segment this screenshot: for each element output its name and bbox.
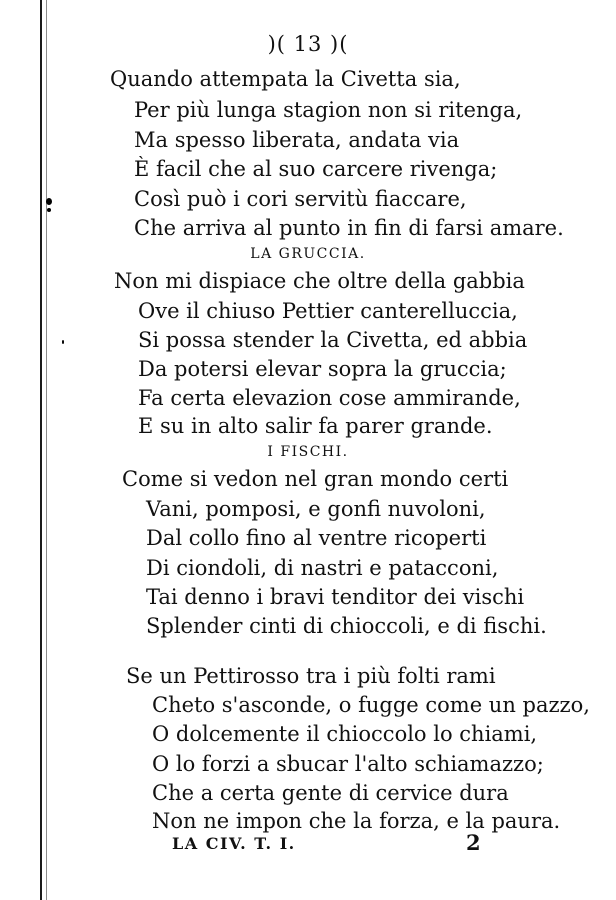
verse-line: Se un Pettirosso tra i più folti rami (126, 664, 496, 688)
verse-line: Si possa stender la Civetta, ed abbia (138, 328, 528, 352)
verse-line: Fa certa elevazion cose ammirande, (138, 386, 521, 410)
verse-line: Da potersi elevar sopra la gruccia; (138, 357, 507, 381)
signature-mark: LA CIV. T. I. (172, 834, 296, 853)
verse-line: Quando attempata la Civetta sia, (110, 67, 461, 91)
verse-line: Così può i cori servitù fiaccare, (134, 187, 467, 211)
verse-line: Ove il chiuso Pettier canterelluccia, (138, 299, 518, 323)
section-heading: LA GRUCCIA. (250, 246, 366, 262)
verse-line: Non ne impon che la forza, e la paura. (152, 809, 561, 833)
verse-line: Non mi dispiace che oltre della gabbia (114, 269, 525, 293)
verse-line: Di ciondoli, di nastri e patacconi, (146, 556, 499, 580)
verse-line: Per più lunga stagion non si ritenga, (134, 98, 523, 122)
verse-line: E su in alto salir fa parer grande. (138, 414, 493, 438)
page-number: )( 13 )( (267, 32, 349, 56)
verse-line: Splender cinti di chioccoli, e di fischi. (146, 614, 547, 638)
verse-line: Ma spesso liberata, andata via (134, 128, 460, 152)
verse-line: Dal collo fino al ventre ricoperti (146, 526, 487, 550)
verse-line: Tai denno i bravi tenditor dei vischi (146, 585, 525, 609)
verse-line: Cheto s'asconde, o fugge come un pazzo, (152, 693, 590, 717)
verse-line: Vani, pomposi, e gonfi nuvoloni, (146, 497, 486, 521)
section-heading: I FISCHI. (267, 444, 349, 460)
verse-line: Che a certa gente di cervice dura (152, 781, 509, 805)
verse-line: O lo forzi a sbucar l'alto schiamazzo; (152, 752, 544, 776)
verse-line: Come si vedon nel gran mondo certi (122, 467, 509, 491)
verse-line: È facil che al suo carcere rivenga; (134, 157, 498, 181)
verse-line: O dolcemente il chioccolo lo chiami, (152, 722, 538, 746)
signature-number: 2 (466, 830, 481, 855)
verse-line: Che arriva al punto in fin di farsi amare. (134, 216, 564, 240)
